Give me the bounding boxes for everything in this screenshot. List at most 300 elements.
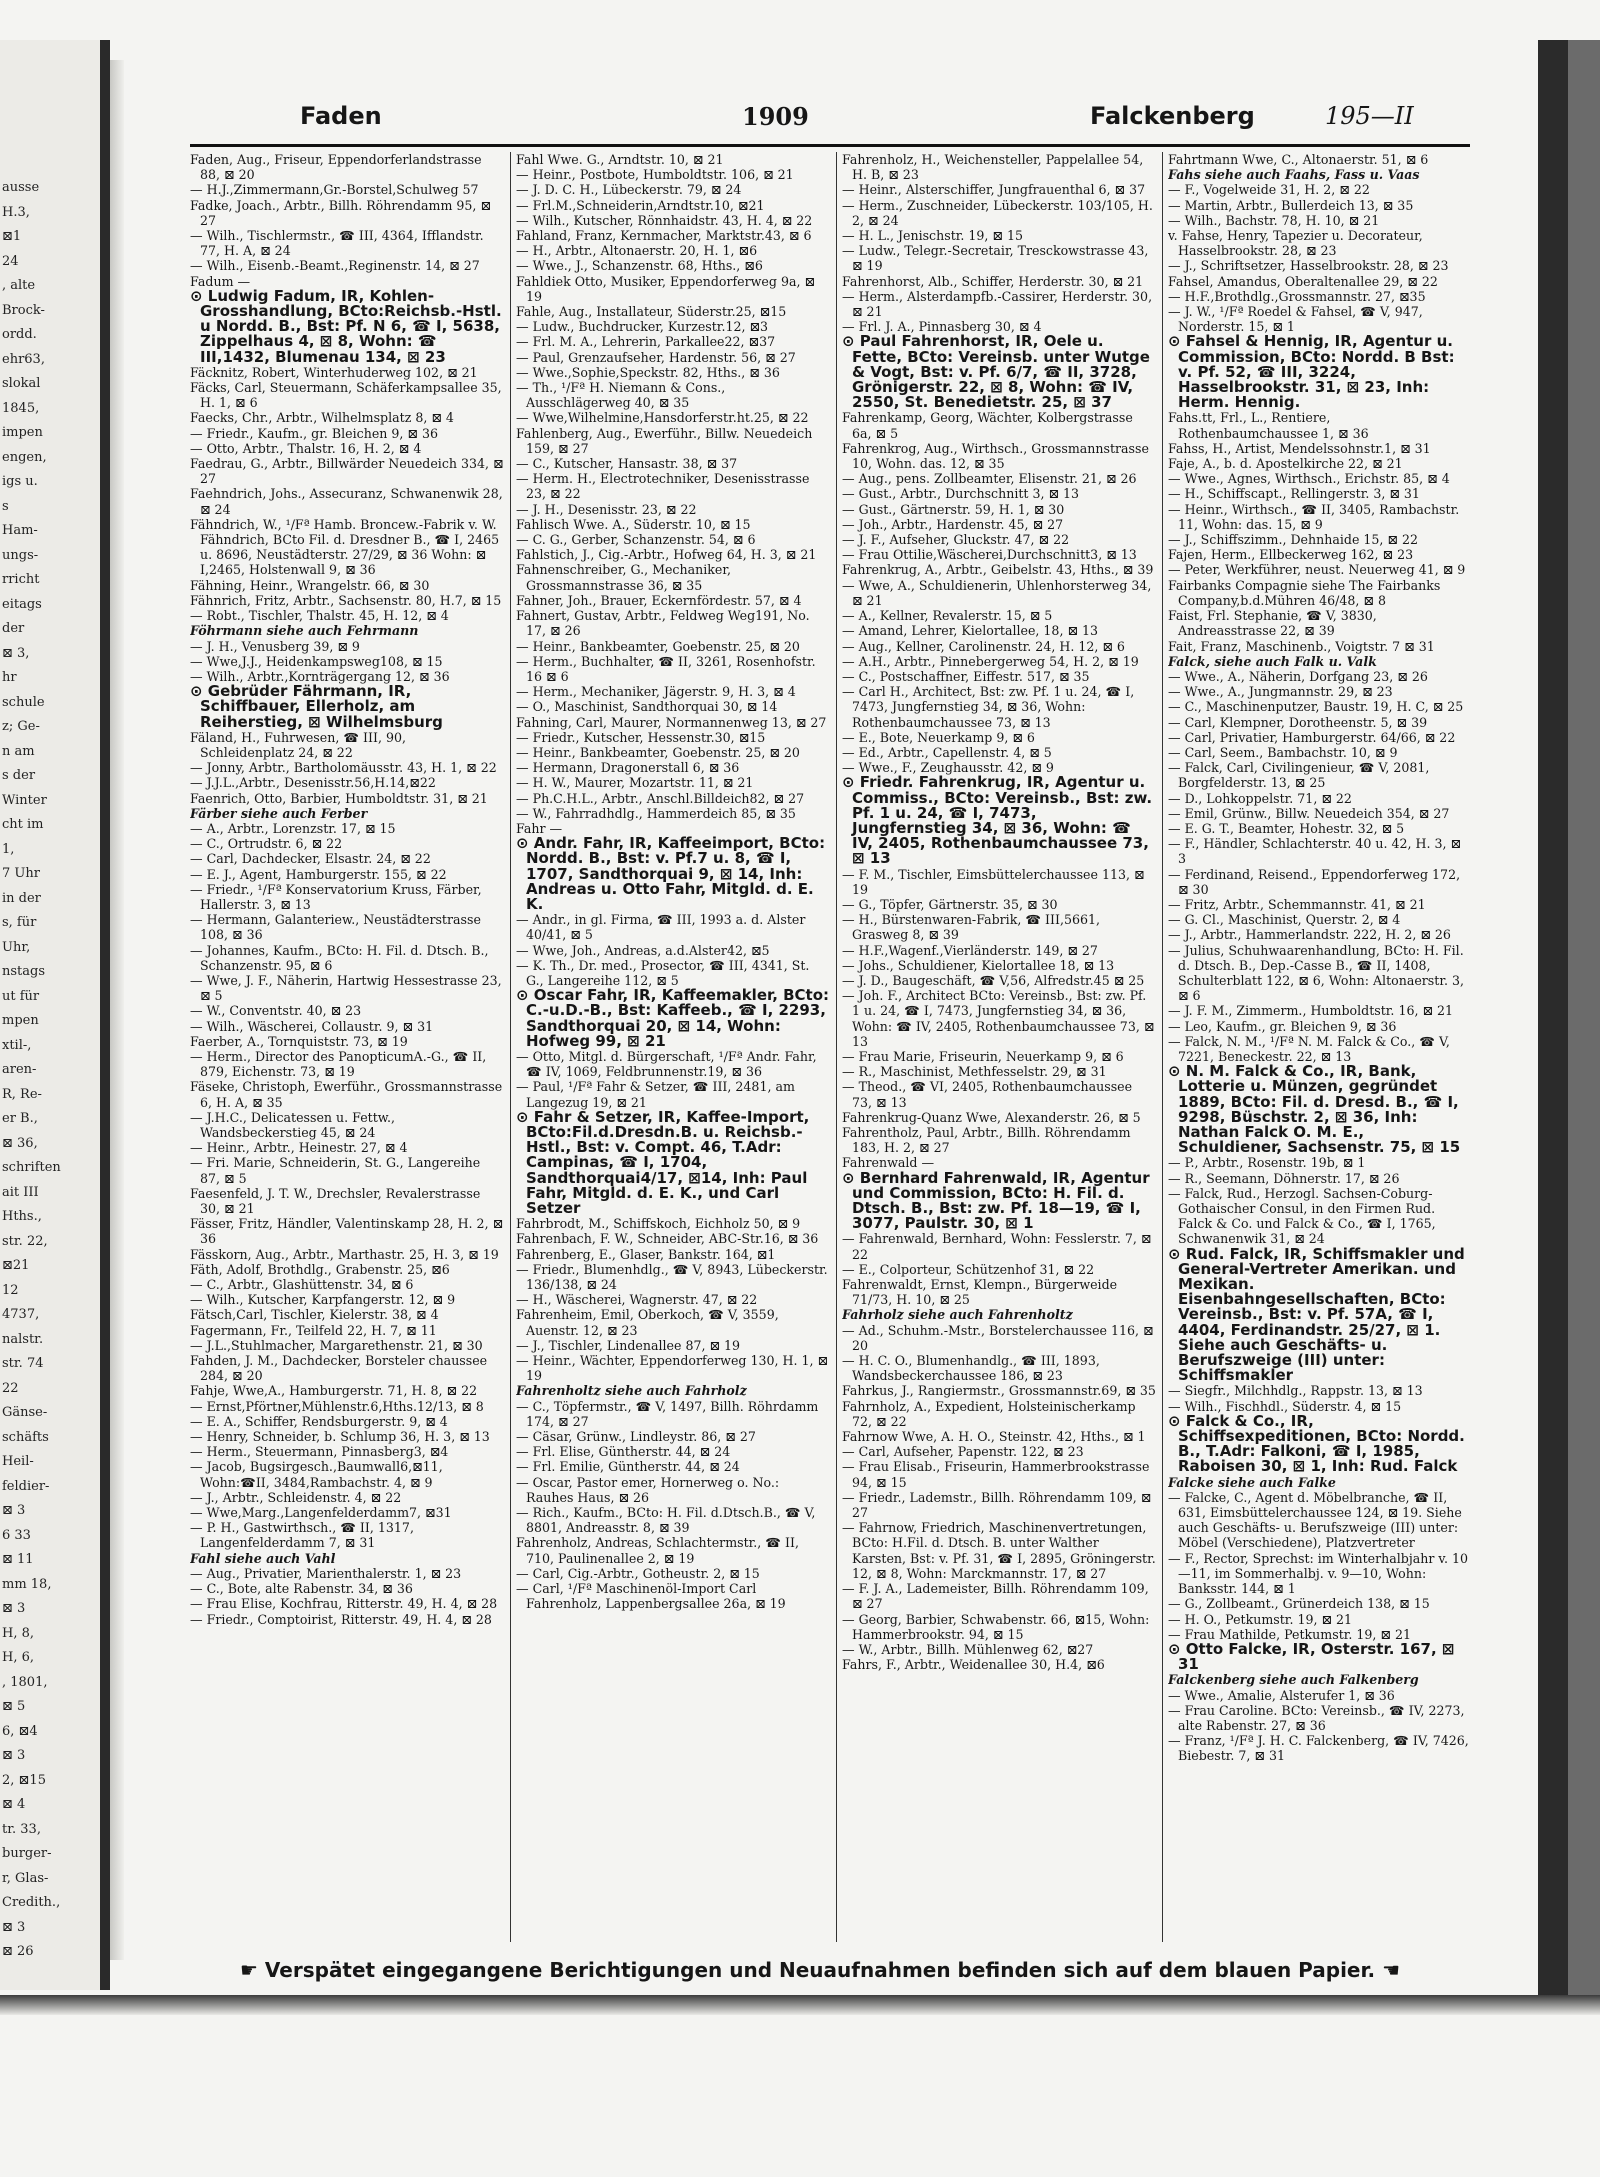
edge-fragment: in der — [2, 890, 41, 906]
directory-entry: — Otto, Arbtr., Thalstr. 16, H. 2, ⊠ 4 — [190, 440, 422, 456]
directory-entry: — Frl. J. A., Pinnasberg 30, ⊠ 4 — [842, 319, 1042, 335]
directory-entry: — H. W., Maurer, Mozartstr. 11, ⊠ 21 — [516, 775, 754, 791]
edge-fragment: engen, — [2, 449, 47, 465]
directory-entry: — K. Th., Dr. med., Prosector, ☎ III, 4341, St. G., Langereihe 112, ⊠ 5 — [516, 957, 810, 988]
directory-entry: — A., Kellner, Revalerstr. 15, ⊠ 5 — [842, 608, 1053, 624]
edge-fragment: 24 — [2, 253, 19, 269]
directory-entry: — H. C. O., Blumenhandlg., ☎ III, 1893, Wandsbeckerchaussee 186, ⊠ 23 — [842, 1353, 1100, 1384]
directory-entry: — Georg, Barbier, Schwabenstr. 66, ⊠15, Wohn: Hammerbrookstr. 94, ⊠ 15 — [842, 1611, 1150, 1642]
edge-fragment: rricht — [2, 572, 40, 587]
directory-entry: — Aug., Privatier, Marienthalerstr. 1, ⊠ 23 — [190, 1565, 462, 1581]
edge-fragment: 1845, — [2, 400, 40, 416]
edge-fragment: ⊠ 3 — [2, 1503, 26, 1518]
previous-page-edge — [0, 40, 110, 1990]
column-3 — [842, 152, 1156, 1952]
edge-fragment: H, 6, — [2, 1650, 35, 1665]
directory-entry: — Wwe,Wilhelmine,Hansdorferstr.ht.25, ⊠ 22 — [516, 410, 809, 426]
directory-entry: — Ernst,Pförtner,Mühlenstr.6,Hths.12/13, ⊠ 8 — [190, 1398, 484, 1414]
directory-entry: — C., Maschinenputzer, Baustr. 19, H. C, ⊠ 25 — [1168, 699, 1464, 715]
edge-fragment: ⊠ 4 — [2, 1797, 26, 1812]
directory-entry: — J. F. M., Zimmerm., Humboldtstr. 16, ⊠ 21 — [1168, 1003, 1454, 1019]
directory-entry: — Otto, Mitgl. d. Bürgerschaft, ¹/Fª Andr. Fahr, ☎ IV, 1069, Feldbrunnenstr.19, ⊠ 36 — [516, 1048, 817, 1080]
edge-fragment: Uhr, — [2, 939, 31, 955]
edge-fragment: schäfts — [2, 1429, 49, 1445]
directory-entry: — Henry, Schneider, b. Schlump 36, H. 3, ⊠ 13 — [190, 1429, 490, 1445]
directory-entry: — Wwe., Amalie, Alsterufer 1, ⊠ 36 — [1168, 1687, 1395, 1703]
directory-entry: — Heinr., Alsterschiffer, Jungfrauenthal 6, ⊠ 37 — [842, 182, 1146, 198]
edge-fragment: nalstr. — [2, 1331, 44, 1347]
header-rule — [190, 144, 1470, 147]
directory-entry: — J. F., Aufseher, Gluckstr. 47, ⊠ 22 — [842, 532, 1070, 548]
directory-entry: — Wwe,J.J., Heidenkampsweg108, ⊠ 15 — [190, 653, 443, 669]
directory-entry: — Wwe, Joh., Andreas, a.d.Alster42, ⊠5 — [516, 942, 770, 958]
directory-entry: Fahrbrodt, M., Schiffskoch, Eichholz 50, ⊠ 9 — [516, 1216, 801, 1232]
directory-entry: — C., Ortrudstr. 6, ⊠ 22 — [190, 836, 343, 852]
directory-entry: — Carl, Privatier, Hamburgerstr. 64/66, ⊠ 22 — [1168, 729, 1456, 745]
directory-entry: — P. H., Gastwirthsch., ☎ II, 1317, Langenfelderdamm 7, ⊠ 31 — [190, 1520, 414, 1551]
directory-entry: ⊙ Gebrüder Fährmann, IR, Schiffbauer, Ellerholz, am Reiherstieg, ⊠ Wilhelmsburg — [190, 682, 443, 731]
directory-entry: — Frl. Emilie, Güntherstr. 44, ⊠ 24 — [516, 1459, 740, 1475]
directory-entry: — G. Cl., Maschinist, Querstr. 2, ⊠ 4 — [1168, 912, 1401, 928]
directory-entry: — C., Kutscher, Hansastr. 38, ⊠ 37 — [516, 456, 738, 472]
directory-entry: — F., Vogelweide 31, H. 2, ⊠ 22 — [1168, 182, 1370, 198]
directory-entry: Fahden, J. M., Dachdecker, Borsteler chaussee 284, ⊠ 20 — [190, 1353, 488, 1384]
edge-fragment: ausse — [2, 180, 40, 195]
directory-entry: — H.F.,Wagenf.,Vierländerstr. 149, ⊠ 27 — [842, 942, 1098, 958]
directory-entry: Fässer, Fritz, Händler, Valentinskamp 28, H. 2, ⊠ 36 — [190, 1216, 504, 1247]
directory-entry: — Carl, Klempner, Dorotheenstr. 5, ⊠ 39 — [1168, 714, 1428, 730]
directory-entry: — D., Lohkoppelstr. 71, ⊠ 22 — [1168, 790, 1352, 806]
column-divider-3 — [1162, 152, 1163, 1942]
page-edge-shadow — [1568, 40, 1600, 2000]
directory-entry: — R., Maschinist, Methfesselstr. 29, ⊠ 31 — [842, 1064, 1107, 1080]
directory-entry: ⊙ Otto Falcke, IR, Osterstr. 167, ⊠ 31 — [1168, 1639, 1455, 1674]
directory-entry: Fäland, H., Fuhrwesen, ☎ III, 90, Schleidenplatz 24, ⊠ 22 — [190, 729, 406, 760]
directory-entry: Fajen, Herm., Ellbeckerweg 162, ⊠ 23 — [1168, 547, 1414, 563]
directory-entry: Fahrenheim, Emil, Oberkoch, ☎ V, 3559, Auenstr. 12, ⊠ 23 — [516, 1307, 779, 1338]
directory-entry: — Friedr., Lademstr., Billh. Röhrendamm 109, ⊠ 27 — [842, 1489, 1152, 1521]
edge-fragment: ⊠ 3 — [2, 1748, 26, 1763]
directory-entry: — Wilh., Wäscherei, Collaustr. 9, ⊠ 31 — [190, 1018, 434, 1034]
edge-fragment: , 1801, — [2, 1674, 48, 1690]
directory-entry: Fahrenkrug, A., Arbtr., Geibelstr. 43, Hths., ⊠ 39 — [842, 562, 1154, 578]
directory-entry: Fahlstich, J., Cig.-Arbtr., Hofweg 64, H. 3, ⊠ 21 — [516, 547, 817, 563]
directory-entry: — Julius, Schuhwaarenhandlung, BCto: H. Fil. d. Dtsch. B., Dep.-Casse B., ☎ II, 1408, Schulterblatt 122, ⊠ 6, Wohn: Altonaerstr. 3, ⊠ 6 — [1168, 942, 1464, 1004]
directory-entry: — Heinr., Postbote, Humboldtstr. 106, ⊠ 21 — [516, 167, 794, 183]
edge-fragment: ait III — [2, 1184, 39, 1200]
directory-entry: Faist, Frl. Stephanie, ☎ V, 3830, Andreasstrasse 22, ⊠ 39 — [1168, 608, 1377, 639]
directory-entry: — Frau Marie, Friseurin, Neuerkamp 9, ⊠ 6 — [842, 1048, 1124, 1064]
column-divider-2 — [836, 152, 837, 1942]
directory-entry: Fahl siehe auch Vahl — [190, 1550, 336, 1566]
directory-entry: Fait, Franz, Maschinenb., Voigtstr. 7 ⊠ 31 — [1168, 638, 1435, 654]
edge-fragment: Winter — [2, 792, 47, 808]
directory-entry: — Wwe, J. F., Näherin, Hartwig Hessestrasse 23, ⊠ 5 — [190, 972, 502, 1004]
directory-entry: ⊙ Falck & Co., IR, Schiffsexpeditionen, BCto: Nordd. B., T.Adr: Falkoni, ☎ I, 1985, Raboisen 30, ⊠ 1, Inh: Rud. Falck — [1168, 1411, 1465, 1476]
edge-fragment: tr. 33, — [2, 1821, 41, 1837]
directory-entry: Faedrau, G., Arbtr., Billwärder Neuedeich 334, ⊠ 27 — [190, 456, 504, 487]
directory-entry: Fahrentholz, Paul, Arbtr., Billh. Röhrendamm 183, H. 2, ⊠ 27 — [842, 1125, 1131, 1156]
directory-entry: — Wwe.,Sophie,Speckstr. 82, Hths., ⊠ 36 — [516, 364, 780, 380]
directory-entry: — Heinr., Arbtr., Heinestr. 27, ⊠ 4 — [190, 1140, 408, 1156]
page-edge-dark — [1538, 40, 1568, 2000]
column-1 — [190, 152, 504, 1952]
directory-entry: Fahlenberg, Aug., Ewerführ., Billw. Neuedeich 159, ⊠ 27 — [516, 425, 813, 456]
directory-entry: — F. M., Tischler, Eimsbüttelerchaussee 113, ⊠ 19 — [842, 866, 1145, 897]
edge-fragment: slokal — [2, 376, 41, 391]
directory-entry: — Fri. Marie, Schneiderin, St. G., Langereihe 87, ⊠ 5 — [190, 1155, 481, 1186]
directory-entry: Fahr — — [516, 820, 563, 836]
directory-entry: Fahje, Wwe,A., Hamburgerstr. 71, H. 8, ⊠ 22 — [190, 1383, 478, 1399]
directory-entry: — Paul, ¹/Fª Fahr & Setzer, ☎ III, 2481, am Langezug 19, ⊠ 21 — [516, 1079, 795, 1110]
directory-entry: — Aug., Kellner, Carolinenstr. 24, H. 12, ⊠ 6 — [842, 638, 1125, 654]
directory-entry: — A., Arbtr., Lorenzstr. 17, ⊠ 15 — [190, 820, 396, 836]
directory-entry: Fahnenschreiber, G., Mechaniker, Grossmannstrasse 36, ⊠ 35 — [516, 562, 731, 593]
directory-entry: Fairbanks Compagnie siehe The Fairbanks Company,b.d.Mühren 46/48, ⊠ 8 — [1168, 577, 1441, 608]
directory-entry: — W., Conventstr. 40, ⊠ 23 — [190, 1003, 362, 1019]
directory-entry: — Oscar, Pastor emer, Hornerweg o. No.: Rauhes Haus, ⊠ 26 — [516, 1474, 780, 1505]
edge-fragment: burger- — [2, 1846, 52, 1861]
directory-entry: — Ludw., Buchdrucker, Kurzestr.12, ⊠3 — [516, 319, 769, 335]
directory-entry: — H.J.,Zimmermann,Gr.-Borstel,Schulweg 57 — [190, 182, 479, 198]
directory-entry: Fahrenholtz siehe auch Fahrholz — [516, 1383, 747, 1399]
edge-fragment: xtil-, — [2, 1037, 32, 1053]
edge-fragment: igs u. — [2, 474, 38, 489]
directory-entry: Fahs siehe auch Faahs, Fass u. Vaas — [1168, 167, 1420, 183]
directory-entry: — J. W., ¹/Fª Roedel & Fahsel, ☎ V, 947, Norderstr. 15, ⊠ 1 — [1168, 304, 1423, 335]
edge-fragment: 7 Uhr — [2, 866, 40, 881]
directory-entry: — Friedr., Blumenhdlg., ☎ V, 8943, Lübeckerstr. 136/138, ⊠ 24 — [516, 1261, 828, 1293]
directory-entry: — Wilh., Bachstr. 78, H. 10, ⊠ 21 — [1168, 212, 1380, 228]
directory-entry: — Falck, N. M., ¹/Fª N. M. Falck & Co., ☎ V, 7221, Beneckestr. 22, ⊠ 13 — [1168, 1033, 1450, 1064]
directory-entry: — Gust., Arbtr., Durchschnitt 3, ⊠ 13 — [842, 486, 1080, 502]
directory-entry: — Herm., Mechaniker, Jägerstr. 9, H. 3, ⊠ 4 — [516, 684, 796, 700]
edge-fragment: nstags — [2, 964, 46, 979]
edge-fragment: ⊠ 36, — [2, 1135, 38, 1151]
edge-fragment: ⊠ 3 — [2, 1601, 26, 1616]
directory-entry: Fahning, Carl, Maurer, Normannenweg 13, ⊠ 27 — [516, 714, 827, 730]
directory-entry: — Robt., Tischler, Thalstr. 45, H. 12, ⊠ 4 — [190, 608, 449, 624]
edge-fragment: er B., — [2, 1111, 38, 1126]
directory-entry: — J.H.C., Delicatessen u. Fettw., Wandsbeckerstieg 45, ⊠ 24 — [190, 1109, 396, 1140]
directory-entry: Fagermann, Fr., Teilfeld 22, H. 7, ⊠ 11 — [190, 1322, 437, 1338]
directory-entry: — Herm., Alsterdampfb.-Cassirer, Herderstr. 30, ⊠ 21 — [842, 288, 1153, 320]
edge-fragment: 6, ⊠4 — [2, 1723, 38, 1739]
directory-entry: ⊙ N. M. Falck & Co., IR, Bank, Lotterie u. Münzen, gegründet 1889, BCto: Fil. d. Dresd. B., ☎ I, 9298, Büschstr. 2, ⊠ 36, Inh: Nathan Falck O. M. E., Schuldiener, Sachsenstr. 75, ⊠ 15 — [1168, 1062, 1461, 1157]
directory-entry: — Frau Elisab., Friseurin, Hammerbrookstrasse 94, ⊠ 15 — [842, 1459, 1150, 1490]
directory-entry: — Heinr., Bankbeamter, Goebenstr. 25, ⊠ 20 — [516, 744, 800, 760]
edge-fragment: str. 74 — [2, 1356, 44, 1371]
book-gutter — [110, 60, 124, 1960]
header-left-word: Faden — [300, 102, 382, 130]
directory-entry: — H., Schiffscapt., Rellingerstr. 3, ⊠ 31 — [1168, 486, 1420, 502]
directory-entry: — Wwe., A., Jungmannstr. 29, ⊠ 23 — [1168, 684, 1393, 700]
directory-entry: Fahrenkamp, Georg, Wächter, Kolbergstrasse 6a, ⊠ 5 — [842, 410, 1133, 441]
directory-entry: — J., Arbtr., Hammerlandstr. 222, H. 2, ⊠ 26 — [1168, 927, 1451, 943]
edge-fragment: ⊠ 5 — [2, 1699, 26, 1714]
directory-entry: — Wilh., Kutscher, Karpfangerstr. 12, ⊠ 9 — [190, 1292, 456, 1308]
directory-entry: — W., Arbtr., Billh. Mühlenweg 62, ⊠27 — [842, 1641, 1094, 1657]
edge-fragment: ⊠ 26 — [2, 1944, 34, 1959]
directory-entry: — Carl H., Architect, Bst: zw. Pf. 1 u. 24, ☎ I, 7473, Jungfernstieg 34, ⊠ 36, Wohn: Rothenbaumchaussee 73, ⊠ 13 — [842, 684, 1135, 730]
column-2 — [516, 152, 830, 1952]
directory-entry: — Ed., Arbtr., Capellenstr. 4, ⊠ 5 — [842, 744, 1052, 760]
directory-entry: ⊙ Fahr & Setzer, IR, Kaffee-Import, BCto:Fil.d.Dresdn.B. u. Reichsb.-Hstl., Bst: v. Compt. 46, T.Adr: Campinas, ☎ I, 1704, Sandthorquai4/17, ⊠14, Inh: Paul Fahr, Mitgld. d. E. K., und Carl Setzer — [516, 1107, 810, 1218]
directory-entry: — Joh. F., Architect BCto: Vereinsb., Bst: zw. Pf. 1 u. 24, ☎ I, 7473, Jungfernstieg 34, ⊠ 36, Wohn: ☎ IV, 2405, Rothenbaumchaussee 73, ⊠ 13 — [842, 988, 1155, 1049]
edge-fragment: schriften — [2, 1160, 61, 1175]
edge-fragment: H.3, — [2, 204, 30, 220]
page-number: 195—II — [1325, 102, 1414, 130]
directory-entry: — Amand, Lehrer, Kielortallee, 18, ⊠ 13 — [842, 623, 1099, 639]
edge-fragment: der — [2, 621, 25, 636]
directory-entry: Fähning, Heinr., Wrangelstr. 66, ⊠ 30 — [190, 577, 430, 593]
directory-entry: Faje, A., b. d. Apostelkirche 22, ⊠ 21 — [1168, 456, 1403, 472]
directory-entry: — Friedr., Comptoirist, Ritterstr. 49, H. 4, ⊠ 28 — [190, 1611, 492, 1627]
directory-entry: Fahrenwaldt, Ernst, Klempn., Bürgerweide 71/73, H. 10, ⊠ 25 — [842, 1277, 1118, 1308]
directory-entry: Fahnert, Gustav, Arbtr., Feldweg Weg191, No. 17, ⊠ 26 — [516, 608, 810, 639]
directory-entry: Fahner, Joh., Brauer, Eckernfördestr. 57, ⊠ 4 — [516, 592, 802, 608]
directory-entry: — J. D. C. H., Lübeckerstr. 79, ⊠ 24 — [516, 182, 742, 198]
edge-fragment: , alte — [2, 278, 36, 293]
directory-entry: — Wwe., Agnes, Wirthsch., Erichstr. 85, ⊠ 4 — [1168, 471, 1450, 487]
directory-entry: — Wwe,Marg.,Langenfelderdamm7, ⊠31 — [190, 1505, 452, 1521]
directory-entry: — F., Händler, Schlachterstr. 40 u. 42, H. 3, ⊠ 3 — [1168, 836, 1462, 867]
directory-entry: — Carl, Aufseher, Papenstr. 122, ⊠ 23 — [842, 1444, 1084, 1460]
directory-entry: — Wwe, A., Schuldienerin, Uhlenhorsterweg 34, ⊠ 21 — [842, 577, 1152, 608]
edge-fragment: z; Ge- — [2, 719, 40, 734]
edge-fragment: Brock- — [2, 302, 45, 318]
directory-entry: — Herm., Zuschneider, Lübeckerstr. 103/105, H. 2, ⊠ 24 — [842, 197, 1153, 228]
directory-entry: Fahsel, Amandus, Oberaltenallee 29, ⊠ 22 — [1168, 273, 1438, 289]
directory-entry: — Friedr., Kutscher, Hessenstr.30, ⊠15 — [516, 729, 766, 745]
directory-entry: Fäcks, Carl, Steuermann, Schäferkampsallee 35, H. 1, ⊠ 6 — [190, 380, 502, 411]
directory-entry: — H., Wäscherei, Wagnerstr. 47, ⊠ 22 — [516, 1292, 758, 1308]
directory-entry: — Frau Elise, Kochfrau, Ritterstr. 49, H. 4, ⊠ 28 — [190, 1596, 498, 1612]
edge-fragment: ut für — [2, 988, 40, 1004]
directory-entry: Fahrenwald — — [842, 1155, 935, 1171]
directory-entry: — Herm., Director des PanopticumA.-G., ☎ II, 879, Eichenstr. 73, ⊠ 19 — [190, 1048, 487, 1080]
directory-entry: — Cäsar, Grünw., Lindleystr. 86, ⊠ 27 — [516, 1429, 756, 1445]
directory-entry: — P., Arbtr., Rosenstr. 19b, ⊠ 1 — [1168, 1155, 1366, 1171]
directory-entry: — E. A., Schiffer, Rendsburgerstr. 9, ⊠ 4 — [190, 1413, 448, 1429]
directory-entry: — Herm., Steuermann, Pinnasberg3, ⊠4 — [190, 1444, 449, 1460]
directory-entry: Faerber, A., Tornquiststr. 73, ⊠ 19 — [190, 1033, 408, 1049]
directory-entry: — E., Bote, Neuerkamp 9, ⊠ 6 — [842, 729, 1035, 745]
directory-entry: — H.F.,Brothdlg.,Grossmannstr. 27, ⊠35 — [1168, 288, 1426, 304]
directory-entry: — F. J. A., Lademeister, Billh. Röhrendamm 109, ⊠ 27 — [842, 1581, 1149, 1612]
directory-entry: — Ludw., Telegr.-Secretair, Tresckowstrasse 43, ⊠ 19 — [842, 243, 1149, 274]
directory-entry: Fahrtmann Wwe, C., Altonaerstr. 51, ⊠ 6 — [1168, 152, 1429, 167]
directory-entry: — Wwe., J., Schanzenstr. 68, Hths., ⊠6 — [516, 258, 763, 274]
directory-entry: Falck, siehe auch Falk u. Valk — [1168, 653, 1377, 669]
directory-entry: — Jonny, Arbtr., Bartholomäusstr. 43, H. 1, ⊠ 22 — [190, 760, 497, 776]
directory-entry: — Wilh., Fischhdl., Süderstr. 4, ⊠ 15 — [1168, 1398, 1402, 1414]
edge-fragment: R, Re- — [2, 1086, 42, 1102]
directory-entry: — Ferdinand, Reisend., Eppendorferweg 172, ⊠ 30 — [1168, 866, 1461, 897]
edge-fragment: aren- — [2, 1062, 37, 1077]
directory-entry: — Falcke, C., Agent d. Möbelbranche, ☎ II, 631, Eimsbüttelerchaussee 124, ⊠ 19. Siehe auch Geschäfts- u. Berufszweige (III) unter: Möbel (Verschiedene), Platzvertreter — [1168, 1489, 1462, 1551]
directory-entry: Fahrholz siehe auch Fahrenholtz — [842, 1307, 1073, 1323]
directory-entry: Faehndrich, Johs., Assecuranz, Schwanenwik 28, ⊠ 24 — [190, 486, 503, 517]
directory-entry: — C., Postschaffner, Eiffestr. 517, ⊠ 35 — [842, 668, 1090, 684]
directory-entry: — Wwe., A., Näherin, Dorfgang 23, ⊠ 26 — [1168, 668, 1428, 684]
edge-fragment: ordd. — [2, 327, 37, 342]
directory-entry: Fahrnow Wwe, A. H. O., Steinstr. 42, Hths., ⊠ 1 — [842, 1429, 1146, 1445]
directory-entry: Fahrenholz, H., Weichensteller, Pappelallee 54, H. B, ⊠ 23 — [842, 152, 1144, 183]
edge-fragment: 2, ⊠15 — [2, 1772, 46, 1788]
directory-entry: — Heinr., Wirthsch., ☎ II, 3405, Rambachstr. 11, Wohn: das. 15, ⊠ 9 — [1168, 501, 1460, 532]
directory-entry: — Johannes, Kaufm., BCto: H. Fil. d. Dtsch. B., Schanzenstr. 95, ⊠ 6 — [190, 942, 489, 973]
directory-entry: Föhrmann siehe auch Fehrmann — [190, 623, 419, 639]
directory-entry: Fahrnholz, A., Expedient, Holsteinischerkamp 72, ⊠ 22 — [842, 1398, 1136, 1429]
edge-fragment: 6 33 — [2, 1527, 31, 1543]
edge-fragment: 22 — [2, 1380, 19, 1396]
directory-entry: ⊙ Rud. Falck, IR, Schiffsmakler und General-Vertreter Amerikan. und Mexikan. Eisenbahngesellschaften, BCto: Vereinsb., Bst: v. Pf. 57A, ☎ I, 4404, Ferdinandstr. 25/27, ⊠ 1. Siehe auch Geschäfts- u. Berufszweige (III) unter: Schiffsmakler — [1168, 1244, 1465, 1385]
directory-entry: Fäcknitz, Robert, Winterhuderweg 102, ⊠ 21 — [190, 364, 478, 380]
edge-fragment: ⊠ 3, — [2, 645, 30, 661]
directory-entry: — H., Bürstenwaren-Fabrik, ☎ III,5661, Grasweg 8, ⊠ 39 — [842, 912, 1100, 943]
directory-entry: — Herm. H., Electrotechniker, Desenisstrasse 23, ⊠ 22 — [516, 471, 810, 502]
edge-fragment: Heil- — [2, 1454, 34, 1469]
edge-fragment: H, 8, — [2, 1625, 35, 1641]
directory-entry: — Carl, ¹/Fª Maschinenöl-Import Carl Fahrenholz, Lappenbergsallee 26a, ⊠ 19 — [516, 1581, 786, 1612]
edge-fragment: Credith., — [2, 1895, 61, 1910]
directory-entry: ⊙ Oscar Fahr, IR, Kaffeemakler, BCto: C.-u.D.-B., Bst: Kaffeeb., ☎ I, 2293, Sandthorquai 20, ⊠ 14, Wohn: Hofweg 99, ⊠ 21 — [516, 986, 830, 1050]
header-right-word: Falckenberg — [1090, 102, 1255, 130]
edge-fragment: cht im — [2, 817, 44, 832]
edge-fragment: ungs- — [2, 547, 39, 563]
directory-entry: — A.H., Arbtr., Pinnebergerweg 54, H. 2, ⊠ 19 — [842, 653, 1139, 669]
directory-entry: Fahrenholz, Andreas, Schlachtermstr., ☎ II, 710, Paulinenallee 2, ⊠ 19 — [516, 1535, 799, 1566]
directory-entry: Fadum — — [190, 273, 251, 289]
directory-entry: — Fahrnow, Friedrich, Maschinenvertretungen, BCto: H.Fil. d. Dtsch. B. unter Walther Karsten, Bst: v. Pf. 31, ☎ I, 2895, Gröningerstr. 12, ⊠ 8, Wohn: Marckmannstr. 17, ⊠ 27 — [842, 1520, 1156, 1581]
column-divider-1 — [510, 152, 511, 1942]
directory-entry: — Frau Caroline. BCto: Vereinsb., ☎ IV, 2273, alte Rabenstr. 27, ⊠ 36 — [1168, 1702, 1465, 1733]
edge-fragment: str. 22, — [2, 1233, 48, 1249]
directory-entry: Faesenfeld, J. T. W., Drechsler, Revalerstrasse 30, ⊠ 21 — [190, 1185, 481, 1217]
directory-entry: Fahldiek Otto, Musiker, Eppendorferweg 9a, ⊠ 19 — [516, 273, 816, 304]
directory-entry: — Frau Mathilde, Petkumstr. 19, ⊠ 21 — [1168, 1626, 1412, 1642]
edge-fragment: ⊠1 — [2, 229, 22, 244]
directory-entry: Fähnrich, Fritz, Arbtr., Sachsenstr. 80, H.7, ⊠ 15 — [190, 592, 502, 608]
directory-entry: ⊙ Fahsel & Hennig, IR, Agentur u. Commission, BCto: Nordd. B Bst: v. Pf. 52, ☎ III, 3224, Hasselbrookstr. 31, ⊠ 23, Inh: Herm. Hennig. — [1168, 332, 1455, 412]
directory-entry: ⊙ Friedr. Fahrenkrug, IR, Agentur u. Commiss., BCto: Vereinsb., Bst: zw. Pf. 1 u. 24, ☎ I, 7473, Jungfernstieg 34, ⊠ 36, Wohn: ☎ IV, 2405, Rothenbaumchaussee 73, ⊠ 13 — [842, 773, 1153, 868]
edge-fragment: hr — [2, 670, 17, 685]
directory-entry: — Johs., Schuldiener, Kielortallee 18, ⊠ 13 — [842, 957, 1115, 973]
directory-entry: — H. O., Petkumstr. 19, ⊠ 21 — [1168, 1611, 1353, 1627]
directory-entry: Fahrkus, J., Rangiermstr., Grossmannstr.69, ⊠ 35 — [842, 1383, 1156, 1399]
directory-entry: — Ph.C.H.L., Arbtr., Anschl.Billdeich82, ⊠ 27 — [516, 790, 805, 806]
directory-entry: Fadke, Joach., Arbtr., Billh. Röhrendamm 95, ⊠ 27 — [190, 197, 491, 228]
directory-entry: — C., Töpfermstr., ☎ V, 1497, Billh. Röhrdamm 174, ⊠ 27 — [516, 1398, 819, 1429]
edge-fragment: 4737, — [2, 1307, 40, 1322]
page-bottom-shadow — [0, 1995, 1600, 2015]
directory-entry: — E., Colporteur, Schützenhof 31, ⊠ 22 — [842, 1261, 1095, 1277]
edge-fragment: r, Glas- — [2, 1870, 49, 1886]
directory-entry: — Herm., Buchhalter, ☎ II, 3261, Rosenhofstr. 16 ⊠ 6 — [516, 653, 816, 684]
directory-entry: — J., Schiffszimm., Dehnhaide 15, ⊠ 22 — [1168, 532, 1419, 548]
directory-entry: — Siegfr., Milchhdlg., Rappstr. 13, ⊠ 13 — [1168, 1383, 1423, 1399]
directory-entry: — Carl, Cig.-Arbtr., Gotheustr. 2, ⊠ 15 — [516, 1565, 760, 1581]
directory-entry: Falcke siehe auch Falke — [1168, 1474, 1336, 1490]
directory-entry: Fahle, Aug., Installateur, Süderstr.25, ⊠15 — [516, 304, 787, 320]
directory-entry: — G., Zollbeamt., Grünerdeich 138, ⊠ 15 — [1168, 1596, 1430, 1612]
directory-entry: — H. L., Jenischstr. 19, ⊠ 15 — [842, 228, 1024, 244]
edge-fragment: ⊠21 — [2, 1258, 30, 1273]
directory-entry: Faecks, Chr., Arbtr., Wilhelmsplatz 8, ⊠ 4 — [190, 410, 454, 426]
directory-entry: Fahrenhorst, Alb., Schiffer, Herderstr. 30, ⊠ 21 — [842, 273, 1144, 289]
directory-entry: — Frl. Elise, Güntherstr. 44, ⊠ 24 — [516, 1444, 731, 1460]
directory-entry: — F., Rector, Sprechst: im Winterhalbjahr v. 10—11, im Sommerhalbj. v. 9—10, Wohn: Banksstr. 144, ⊠ 1 — [1168, 1550, 1469, 1597]
edge-fragment: 12 — [2, 1282, 19, 1298]
edge-fragment: Gänse- — [2, 1405, 48, 1420]
directory-entry: Fahrenbach, F. W., Schneider, ABC-Str.16, ⊠ 36 — [516, 1231, 819, 1247]
directory-entry: Fahl Wwe. G., Arndtstr. 10, ⊠ 21 — [516, 152, 724, 167]
edge-fragment: s — [2, 498, 9, 514]
directory-entry: — R., Seemann, Döhnerstr. 17, ⊠ 26 — [1168, 1170, 1400, 1186]
directory-entry: — Wilh., Kutscher, Rönnhaidstr. 43, H. 4, ⊠ 22 — [516, 212, 813, 228]
directory-entry: — J.J.L.,Arbtr., Desenisstr.56,H.14,⊠22 — [190, 775, 436, 791]
directory-entry: — Aug., pens. Zollbeamter, Elisenstr. 21, ⊠ 26 — [842, 471, 1137, 487]
directory-entry: Faden, Aug., Friseur, Eppendorferlandstrasse 88, ⊠ 20 — [190, 152, 482, 183]
directory-entry: — E. G. T., Beamter, Hohestr. 32, ⊠ 5 — [1168, 820, 1405, 836]
directory-entry: — G., Töpfer, Gärtnerstr. 35, ⊠ 30 — [842, 896, 1058, 912]
directory-entry: Fahs.tt, Frl., L., Rentiere, Rothenbaumchaussee 1, ⊠ 36 — [1168, 410, 1369, 441]
directory-entry: — Leo, Kaufm., gr. Bleichen 9, ⊠ 36 — [1168, 1018, 1397, 1034]
directory-entry: — Friedr., ¹/Fª Konservatorium Kruss, Färber, Hallerstr. 3, ⊠ 13 — [190, 881, 482, 912]
directory-entry: Fätsch,Carl, Tischler, Kielerstr. 38, ⊠ 4 — [190, 1307, 439, 1323]
directory-entry: Fähndrich, W., ¹/Fª Hamb. Broncew.-Fabrik v. W. Fähndrich, BCto Fil. d. Dresdner B., ☎ I, 2465 u. 8696, Neustädterstr. 27/29, ⊠ 36 Wohn: ⊠ I,2465, Holstenwall 9, ⊠ 36 — [190, 516, 500, 578]
directory-entry: — Ad., Schuhm.-Mstr., Borstelerchaussee 116, ⊠ 20 — [842, 1322, 1154, 1353]
directory-entry: Fahrenberg, E., Glaser, Bankstr. 164, ⊠1 — [516, 1246, 776, 1262]
directory-entry: — Wilh., Arbtr.,Kornträgergang 12, ⊠ 36 — [190, 668, 450, 684]
edge-fragment: 1, — [2, 841, 15, 857]
edge-fragment: mm 18, — [2, 1576, 52, 1592]
edge-fragment: ⊠ 3 — [2, 1919, 26, 1935]
directory-entry: Fahlisch Wwe. A., Süderstr. 10, ⊠ 15 — [516, 516, 751, 532]
directory-entry: — J. D., Baugeschäft, ☎ V,56, Alfredstr.45 ⊠ 25 — [842, 972, 1145, 988]
edge-fragment: mpen — [2, 1013, 39, 1028]
directory-entry: — Heinr., Bankbeamter, Goebenstr. 25, ⊠ 20 — [516, 638, 800, 654]
directory-entry: — Carl, Seem., Bambachstr. 10, ⊠ 9 — [1168, 744, 1398, 760]
directory-entry: Fahrenkrog, Aug., Wirthsch., Grossmannstrasse 10, Wohn. das. 12, ⊠ 35 — [842, 440, 1149, 472]
directory-entry: — Andr., in gl. Firma, ☎ III, 1993 a. d. Alster 40/41, ⊠ 5 — [516, 912, 806, 943]
directory-entry: — Carl, Dachdecker, Elsastr. 24, ⊠ 22 — [190, 851, 431, 867]
edge-fragment: impen — [2, 425, 43, 440]
directory-entry: v. Fahse, Henry, Tapezier u. Decorateur, Hasselbrookstr. 28, ⊠ 23 — [1168, 228, 1423, 259]
directory-entry: ⊙ Andr. Fahr, IR, Kaffeeimport, BCto: Nordd. B., Bst: v. Pf.7 u. 8, ☎ I, 1707, Sandthorquai 9, ⊠ 14, Inh: Andreas u. Otto Fahr, Mitgld. d. E. K. — [516, 834, 826, 913]
directory-entry: — Rich., Kaufm., BCto: H. Fil. d.Dtsch.B., ☎ V, 8801, Andreasstr. 8, ⊠ 39 — [516, 1505, 816, 1536]
directory-entry: — J., Tischler, Lindenallee 87, ⊠ 19 — [516, 1337, 741, 1353]
directory-entry: — Fahrenwald, Bernhard, Wohn: Fesslerstr. 7, ⊠ 22 — [842, 1231, 1152, 1262]
footer-notice — [240, 1958, 1480, 1982]
edge-fragment: ⊠ 11 — [2, 1552, 34, 1567]
directory-entry: Fäseke, Christoph, Ewerführ., Grossmannstrasse 6, H. A, ⊠ 35 — [190, 1079, 503, 1110]
directory-entry: — J. H., Desenisstr. 23, ⊠ 22 — [516, 501, 697, 517]
directory-entry: — Fritz, Arbtr., Schemmannstr. 41, ⊠ 21 — [1168, 896, 1426, 912]
directory-entry: ⊙ Bernhard Fahrenwald, IR, Agentur und Commission, BCto: H. Fil. d. Dtsch. B., Bst: zw. Pf. 18—19, ☎ I, 3077, Paulstr. 30, ⊠ 1 — [842, 1168, 1150, 1233]
directory-entry: Fahss, H., Artist, Mendelssohnstr.1, ⊠ 31 — [1168, 440, 1431, 456]
directory-entry: — Martin, Arbtr., Bullerdeich 13, ⊠ 35 — [1168, 197, 1414, 213]
directory-entry: — W., Fahrradhdlg., Hammerdeich 85, ⊠ 35 — [516, 805, 796, 821]
directory-entry: — Franz, ¹/Fª J. H. C. Falckenberg, ☎ IV, 7426, Biebestr. 7, ⊠ 31 — [1168, 1733, 1469, 1764]
directory-entry: — Heinr., Wächter, Eppendorferweg 130, H. 1, ⊠ 19 — [516, 1353, 829, 1384]
directory-entry: — Falck, Carl, Civilingenieur, ☎ V, 2081, Borgfelderstr. 13, ⊠ 25 — [1168, 760, 1430, 791]
directory-entry: — E. J., Agent, Hamburgerstr. 155, ⊠ 22 — [190, 866, 447, 882]
edge-fragment: eitags — [2, 596, 42, 612]
directory-entry: — Hermann, Galanteriew., Neustädterstrasse 108, ⊠ 36 — [190, 912, 481, 943]
directory-entry: — H., Arbtr., Altonaerstr. 20, H. 1, ⊠6 — [516, 243, 758, 259]
